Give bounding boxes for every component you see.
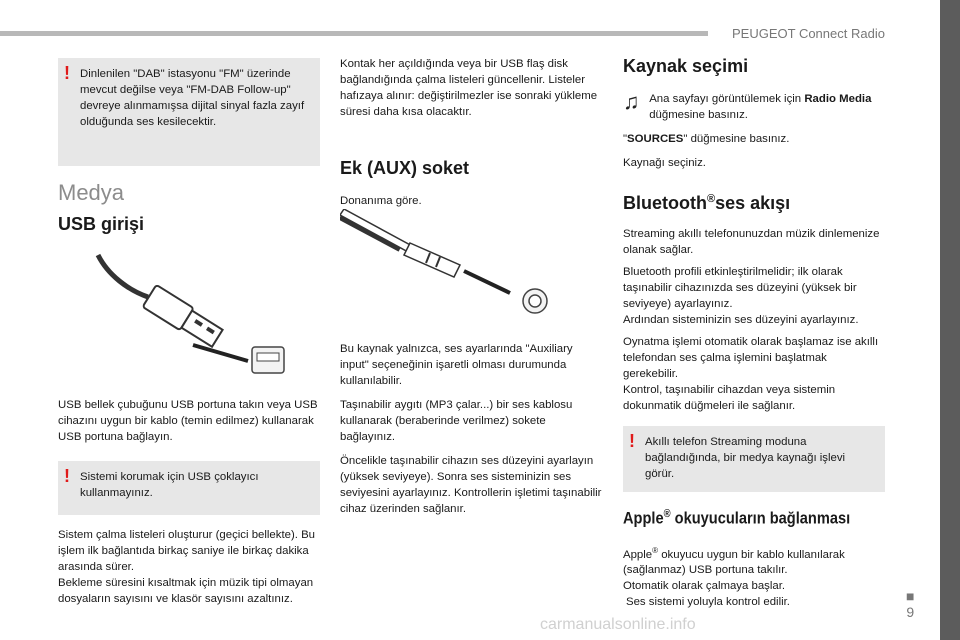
warning-box-usb (58, 461, 320, 515)
apple-title-reg: ® (663, 508, 671, 520)
aux-text-2: Taşınabilir aygıtı (MP3 çalar...) bir ses kablosu kullanarak (beraberinde verilmez) sokete bağlayınız. (340, 399, 573, 443)
apple-title-a: Apple (623, 508, 664, 528)
source-note-c: düğmesine basınız. (649, 109, 748, 121)
warning-text-dab: Dinlenilen "DAB" istasyonu "FM" üzerinde mevcut değilse veya "FM-DAB Follow-up" devreye alınmamışsa dijital sinyal fazla zayıf olduğunda ses kesilecektir. (80, 68, 305, 128)
column-3 (623, 56, 885, 610)
section-title-media: Medya (58, 180, 125, 205)
sources-text-a: " (623, 133, 628, 145)
bt-title-reg: ® (706, 193, 716, 205)
top-rule (0, 31, 708, 36)
radio-media-label: Radio Media (804, 93, 872, 105)
apple-text-1-a: Apple (623, 548, 653, 561)
warning-box-dab (58, 58, 320, 166)
bt-text-2: Bluetooth profili etkinleştirilmelidir; ilk olarak taşınabilir cihazınızda ses düzeyini (yüksek bir seviyeye) ayarlayınız. (623, 266, 857, 310)
bt-text-4: Oynatma işlemi otomatik olarak başlamaz ise akıllı telefondan ses çalma işlemini başlatmak gerekebilir. (623, 336, 879, 380)
aux-text-3: Öncelikle taşınabilir cihazın ses düzeyini ayarlayın (yüksek seviyeye). Sonra ses sisteminizin ses seviyesini ayarlayınız. Kontrollerin işletimi taşınabilir cihaz üzerinden sağlanır. (340, 455, 602, 515)
system-text-1: Sistem çalma listeleri oluşturur (geçici bellekte). Bu işlem ilk bağlantıda birkaç saniye ile birkaç dakika arasında sürer. (58, 529, 316, 573)
apple-text-1 (623, 543, 885, 579)
warning-box-streaming (623, 426, 885, 492)
bt-text-5: Kontrol, taşınabilir cihazdan veya sistemin dokunmatik düğmeleri ile sağlanır. (623, 384, 836, 412)
bt-title-a: Bluetooth (623, 193, 707, 213)
bt-title-b: ses akışı (715, 193, 791, 213)
usb-text: USB bellek çubuğunu USB portuna takın veya USB cihazını uygun bir kablo (temin edilmez) kullanarak USB portuna bağlayın. (58, 399, 318, 443)
sources-label: SOURCES (627, 133, 684, 145)
aux-text-1: Bu kaynak yalnızca, ses ayarlarında "Auxiliary input" seçeneğinin işaretli olması durumunda kullanılabilir. (340, 343, 573, 387)
exclamation-icon: ! (64, 466, 70, 486)
heading-source: Kaynak seçimi (623, 56, 749, 76)
system-text-2: Bekleme süresini kısaltmak için müzik tipi olmayan dosyaların sayısını ve klasör sayısını azaltınız. (58, 577, 314, 605)
warning-text-usb: Sistemi korumak için USB çoklayıcı kullanmayınız. (80, 471, 259, 499)
aux-sub: Donanıma göre. (340, 195, 422, 207)
page-number: ■ 9 (906, 588, 915, 620)
usb-illustration (58, 235, 320, 375)
right-sidebar (940, 0, 960, 640)
apple-title-b: okuyucuların bağlanması (670, 508, 851, 528)
heading-apple (623, 508, 851, 529)
apple-text-2: Otomatik olarak çalmaya başlar. (623, 580, 786, 593)
exclamation-icon: ! (629, 431, 635, 451)
column-1 (58, 58, 320, 607)
bt-text-3: Ardından sisteminizin ses düzeyini ayarlayınız. (623, 314, 859, 326)
choose-source-text: Kaynağı seçiniz. (623, 157, 706, 169)
heading-bluetooth (623, 193, 885, 214)
source-note (623, 91, 885, 123)
sources-text-c: " düğmesine basınız. (683, 133, 790, 145)
apple-text-3: Ses sistemi yoluyla kontrol edilir. (626, 596, 790, 609)
exclamation-icon: ! (64, 63, 70, 83)
sources-text (623, 131, 885, 147)
apple-text-1-b: okuyucu uygun bir kablo kullanılarak (sağlanmaz) USB portuna takılır. (623, 548, 845, 577)
source-note-a: Ana sayfayı görüntülemek için (649, 93, 805, 105)
apple-text-1-reg: ® (652, 545, 659, 555)
intro-text: Kontak her açıldığında veya bir USB flaş disk bağlandığında çalma listeleri güncellenir. Listeler hafızaya alınır: değiştirilmezler ise sonraki yükleme süresi daha kısa olacaktır. (340, 58, 598, 118)
source-note-text (649, 91, 885, 123)
bt-text-1: Streaming akıllı telefonunuzdan müzik dinlemenize olanak sağlar. (623, 228, 880, 256)
watermark: carmanualsonline.info (540, 616, 696, 633)
heading-usb: USB girişi (58, 214, 145, 234)
heading-aux: Ek (AUX) soket (340, 158, 470, 178)
column-2 (340, 56, 602, 517)
header-title: PEUGEOT Connect Radio (732, 26, 885, 41)
warning-text-streaming: Akıllı telefon Streaming moduna bağlandığında, bir medya kaynağı işlevi görür. (645, 436, 846, 480)
music-note-icon: ♫ (623, 89, 640, 114)
aux-illustration (340, 209, 602, 329)
